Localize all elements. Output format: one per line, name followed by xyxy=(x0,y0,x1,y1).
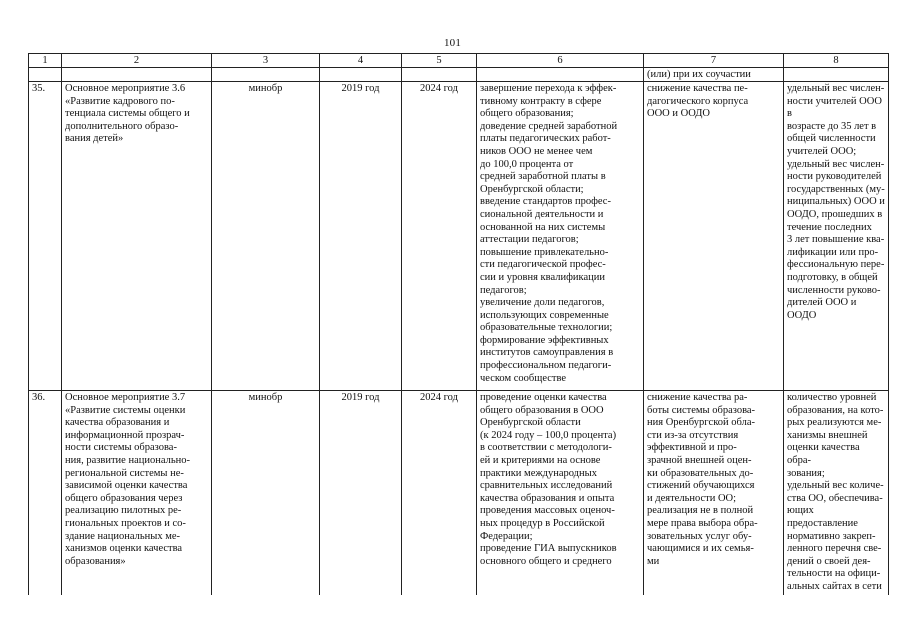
cell-empty xyxy=(477,68,644,82)
end-year: 2024 год xyxy=(402,391,477,595)
column-number: 7 xyxy=(644,54,784,68)
cell-empty xyxy=(212,68,320,82)
table-row xyxy=(29,82,889,391)
measures-table xyxy=(28,53,889,595)
column-number: 8 xyxy=(784,54,889,68)
consequences: снижение качества пе- дагогического корпуса ООО и ООДО xyxy=(644,82,784,391)
column-number: 6 xyxy=(477,54,644,68)
row-number: 36. xyxy=(29,391,62,595)
column-number-row xyxy=(29,54,889,68)
expected-results: завершение перехода к эффек- тивному контракту в сфере общего образования; доведение средней заработной платы педагогических работ- ников ООО не менее чем до 100,0 процента от средней заработной платы в Оренбургской области; введение стандартов профес- сиональной деятельности и основанной на них системы аттестации педагогов; повышение привлекательно- сти педагогической профес- сии и уровня квалификации педагогов; увеличение доли педагогов, использующих современные образовательные технологии; формирование эффективных институтов самоуправления в профессиональном педагоги- ческом сообществе xyxy=(477,82,644,391)
column-number: 2 xyxy=(62,54,212,68)
table-row xyxy=(29,391,889,595)
column-number: 4 xyxy=(320,54,402,68)
column-number: 1 xyxy=(29,54,62,68)
consequences: снижение качества ра- боты системы образова- ния Оренбургской обла- сти из-за отсутствия эффективной и про- зрачной внешней оцен- ки образовательных до- стижений обучающихся и деятельности ОО; реализация не в полной мере права выбора обра- зовательных услуг обу- чающимися и их семья- ми xyxy=(644,391,784,595)
indicators: удельный вес числен- ности учителей ООО в возрасте до 35 лет в общей численности учителей ООО; удельный вес числен- ности руководителей государственных (му- ниципальных) ООО и ООДО, прошедших в течение последних 3 лет повышение ква- лификации или про- фессиональную пере- подготовку, в общей численности руково- дителей ООО и ООДО xyxy=(784,82,889,391)
start-year: 2019 год xyxy=(320,391,402,595)
measure-name: Основное мероприятие 3.6 «Развитие кадрового по- тенциала системы общего и дополнительного образо- вания детей» xyxy=(62,82,212,391)
continuation-consequences: (или) при их соучастии xyxy=(644,68,784,82)
column-number: 5 xyxy=(402,54,477,68)
cell-empty xyxy=(784,68,889,82)
column-number: 3 xyxy=(212,54,320,68)
indicators: количество уровней образования, на кото- рых реализуются ме- ханизмы внешней оценки качества обра- зования; удельный вес количе- ства ОО, обеспечива- ющих предоставление нормативно закреп- ленного перечня све- дений о своей дея- тельности на офици- альных сайтах в сети xyxy=(784,391,889,595)
row-number: 35. xyxy=(29,82,62,391)
cell-empty xyxy=(62,68,212,82)
page-number: 101 xyxy=(443,37,462,49)
measure-name: Основное мероприятие 3.7 «Развитие системы оценки качества образования и информационной прозрач- ности системы образова- ния, развитие национально- региональной системы не- зависимой оценки качества общего образования через реализацию пилотных ре- гиональных проектов и со- здание национальных ме- ханизмов оценки качества образования» xyxy=(62,391,212,595)
start-year: 2019 год xyxy=(320,82,402,391)
cell-empty xyxy=(320,68,402,82)
cell-empty xyxy=(29,68,62,82)
expected-results: проведение оценки качества общего образования в ООО Оренбургской области (к 2024 году – 100,0 процента) в соответствии с методологи- ей и критериями на основе практики международных сравнительных исследований качества образования и опыта проведения массовых оценоч- ных процедур в Российской Федерации; проведение ГИА выпускников основного общего и среднего xyxy=(477,391,644,595)
end-year: 2024 год xyxy=(402,82,477,391)
executor: минобр xyxy=(212,82,320,391)
cell-empty xyxy=(402,68,477,82)
executor: минобр xyxy=(212,391,320,595)
continuation-row xyxy=(29,68,889,82)
